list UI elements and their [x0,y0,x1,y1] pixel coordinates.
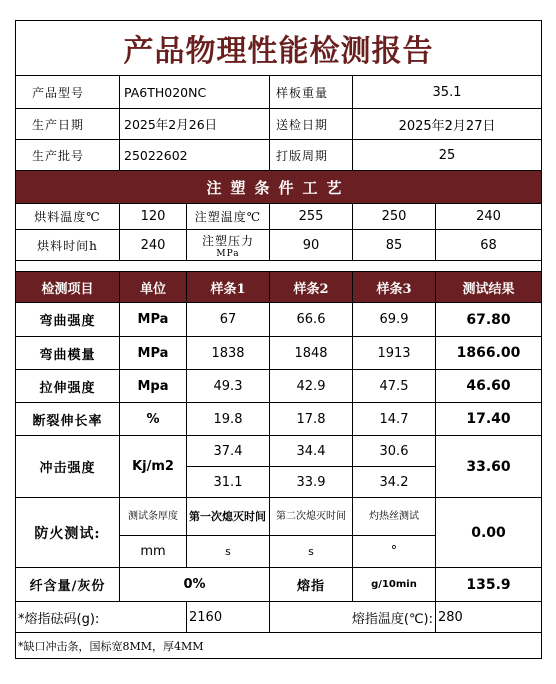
test-sample-1: 67 [187,303,270,337]
impact-sample-1a: 37.4 [187,436,270,467]
impact-sample-1b: 31.1 [187,467,270,498]
mfi-unit: g/10min [353,568,436,602]
impact-sample-3a: 30.6 [353,436,436,467]
prod-date-value: 2025年2月26日 [120,109,270,140]
test-name: 弯曲模量 [16,337,120,370]
fire-first-extinguish-header: 第一次熄灭时间 [187,498,270,536]
model-value: PA6TH020NC [120,76,270,109]
inj-temp-value-1: 255 [270,204,353,230]
inj-press-label: 注塑压力 [201,233,254,248]
dry-time-label: 烘料时间h [16,230,120,261]
impact-unit: Kj/m2 [120,436,187,498]
test-unit: Mpa [120,370,187,403]
mfi-value: 135.9 [436,568,542,602]
impact-result: 33.60 [436,436,542,498]
weight-value: 35.1 [353,76,542,109]
test-unit: MPa [120,303,187,337]
test-sample-2: 66.6 [270,303,353,337]
inj-temp-value-3: 240 [436,204,542,230]
model-label: 产品型号 [16,76,120,109]
dry-temp-label: 烘料温度℃ [16,204,120,230]
header-item: 检测项目 [16,272,120,303]
prod-date-label: 生产日期 [16,109,120,140]
dry-time-value: 240 [120,230,187,261]
test-sample-1: 19.8 [187,403,270,436]
fire-glow-wire-header: 灼热丝测试 [353,498,436,536]
report-sheet [15,20,541,667]
test-name: 断裂伸长率 [16,403,120,436]
inj-temp-value-2: 250 [353,204,436,230]
test-name: 弯曲强度 [16,303,120,337]
fire-glow-unit: ° [353,536,436,568]
test-sample-1: 49.3 [187,370,270,403]
send-date-value: 2025年2月27日 [353,109,542,140]
header-sample-2: 样条2 [270,272,353,303]
test-result: 1866.00 [436,337,542,370]
test-name: 拉伸强度 [16,370,120,403]
table-row [16,403,542,436]
fire-thickness-header: 测试条厚度 [120,498,187,536]
test-sample-2: 1848 [270,337,353,370]
fire-name: 防火测试: [16,498,120,568]
test-sample-3: 69.9 [353,303,436,337]
test-sample-2: 42.9 [270,370,353,403]
test-result: 46.60 [436,370,542,403]
send-date-label: 送检日期 [270,109,353,140]
header-sample-3: 样条3 [353,272,436,303]
test-result: 17.40 [436,403,542,436]
inj-press-cell [187,230,270,261]
impact-name: 冲击强度 [16,436,120,498]
footnote: *缺口冲击条，国标宽8MM，厚4MM [16,633,542,659]
test-sample-3: 1913 [353,337,436,370]
fire-thickness-unit: mm [120,536,187,568]
test-unit: MPa [120,337,187,370]
header-result: 测试结果 [436,272,542,303]
inj-press-value-1: 90 [270,230,353,261]
test-sample-3: 14.7 [353,403,436,436]
fiber-value: 0% [120,568,270,602]
test-sample-2: 17.8 [270,403,353,436]
inj-press-unit: MPa [216,248,240,259]
cycle-value: 25 [353,140,542,171]
header-sample-1: 样条1 [187,272,270,303]
table-row [16,337,542,370]
test-sample-1: 1838 [187,337,270,370]
batch-value: 25022602 [120,140,270,171]
test-result: 67.80 [436,303,542,337]
fire-first-unit: s [187,536,270,568]
fire-second-extinguish-header: 第二次熄灭时间 [270,498,353,536]
fire-second-unit: s [270,536,353,568]
report-title: 产品物理性能检测报告 [16,21,542,76]
cycle-label: 打版周期 [270,140,353,171]
batch-label: 生产批号 [16,140,120,171]
table-row [16,370,542,403]
impact-sample-2b: 33.9 [270,467,353,498]
report-table [15,20,542,659]
spacer-row [16,261,542,272]
test-unit: % [120,403,187,436]
mfi-weight-label: *熔指砝码(g): [16,602,187,633]
test-sample-3: 47.5 [353,370,436,403]
fiber-label: 纤含量/灰份 [16,568,120,602]
mfi-label: 熔指 [270,568,353,602]
fire-result: 0.00 [436,498,542,568]
impact-sample-3b: 34.2 [353,467,436,498]
header-unit: 单位 [120,272,187,303]
inj-temp-label: 注塑温度℃ [187,204,270,230]
impact-sample-2a: 34.4 [270,436,353,467]
process-band-title: 注塑条件工艺 [16,171,542,204]
mfi-temp-label: 熔指温度(℃): [270,602,436,633]
inj-press-value-2: 85 [353,230,436,261]
mfi-weight-value: 2160 [187,602,270,633]
weight-label: 样板重量 [270,76,353,109]
inj-press-value-3: 68 [436,230,542,261]
dry-temp-value: 120 [120,204,187,230]
mfi-temp-value: 280 [436,602,542,633]
table-row [16,303,542,337]
